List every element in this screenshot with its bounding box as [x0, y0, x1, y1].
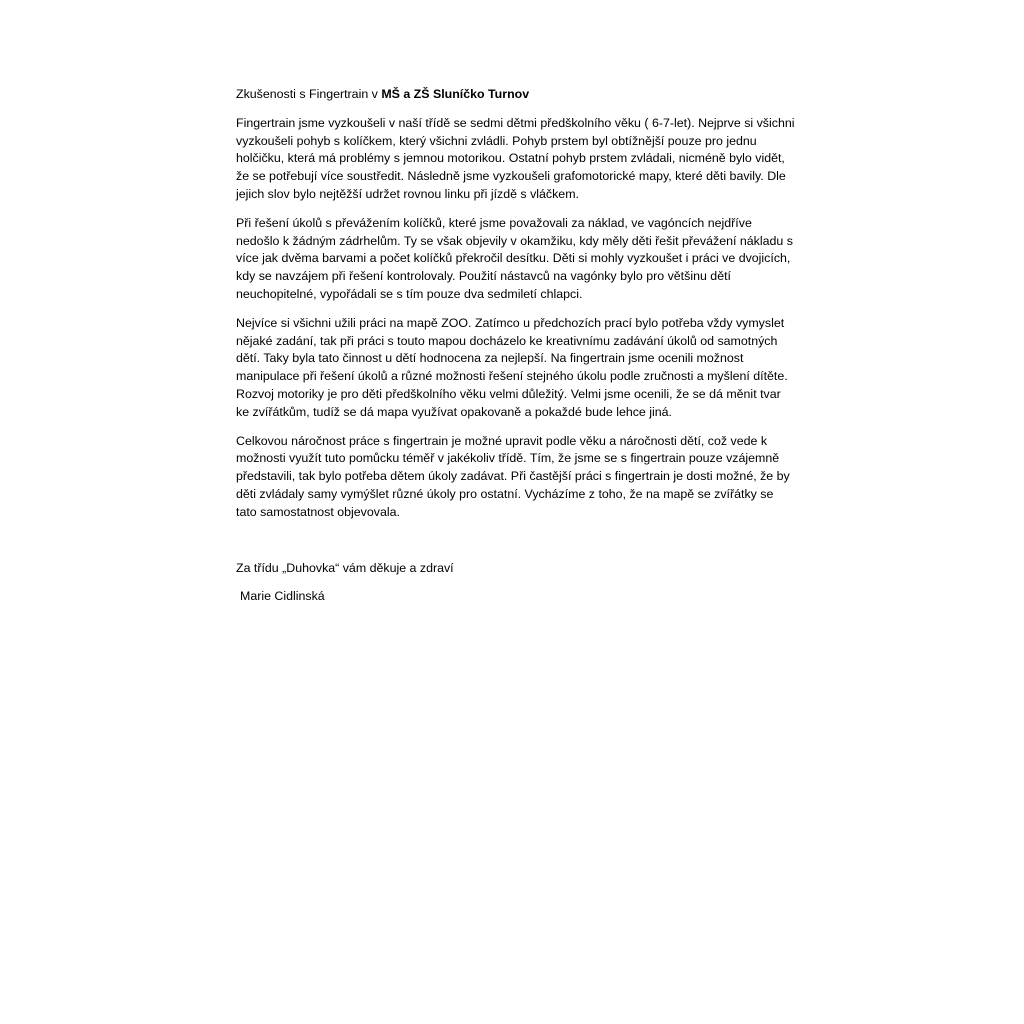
- spacer: [236, 533, 796, 560]
- paragraph-3: Nejvíce si všichni užili práci na mapě ZOO. Zatímco u předchozích prací bylo potřeba vždy vymyslet nějaké zadání, tak při práci s touto mapou docházelo ke kreativnímu zadávání úkolů od samotných dětí. Taky byla tato činnost u dětí hodnocena za nejlepší. Na fingertrain jsme ocenili možnost manipulace při řešení úkolů a různé možnosti řešení stejného úkolu podle zručnosti a myšlení dítěte. Rozvoj motoriky je pro děti předškolního věku velmi důležitý. Velmi jsme ocenili, že se dá měnit tvar ke zvířátkům, tudíž se dá mapa využívat opakovaně a pokaždé bude lehce jiná.: [236, 315, 788, 419]
- document-body: [236, 86, 796, 606]
- paragraph-4: Celkovou náročnost práce s fingertrain je možné upravit podle věku a náročnosti dětí, což vede k možnosti využít tuto pomůcku téměř v jakékoliv třídě. Tím, že jsme se s fingertrain pouze vzájemně představili, tak bylo potřeba dětem úkoly zadávat. Při častější práci s fingertrain je dosti možné, že by děti zvládaly samy vymýšlet různé úkoly pro ostatní. Vycházíme z toho, že na mapě se zvířátky se tato samostatnost objevovala.: [236, 433, 790, 519]
- signature: Marie Cidlinská: [240, 589, 325, 604]
- paragraph-2: Při řešení úkolů s převážením kolíčků, které jsme považovali za náklad, ve vagóncích nejdříve nedošlo k žádným zádrhelům. Ty se však objevily v okamžiku, kdy měly děti řešit převážení nákladu s více jak dvěma barvami a počet kolíčků překročil desítku. Děti si mohly vyzkoušet i práci ve dvojicích, kdy se navzájem při řešení kontrolovaly. Použití nástavců na vagónky bylo pro většinu dětí neuchopitelné, vypořádali se s tím pouze dva sedmiletí chlapci.: [236, 215, 793, 301]
- school-name: MŠ a ZŠ Sluníčko Turnov: [381, 87, 530, 101]
- closing-line: Za třídu „Duhovka“ vám děkuje a zdraví: [236, 560, 454, 575]
- document-title: [236, 86, 796, 104]
- title-prefix: Zkušenosti s Fingertrain v: [236, 87, 382, 101]
- paragraph-1: Fingertrain jsme vyzkoušeli v naší třídě se sedmi dětmi předškolního věku ( 6-7-let). Nejprve si všichni vyzkoušeli pohyb s kolíčkem, který všichni zvládli. Pohyb prstem byl obtížnější pouze pro jednu holčičku, která má problémy s jemnou motorikou. Ostatní pohyb prstem zvládali, nicméně bylo vidět, že se potřebují více soustředit. Následně jsme vyzkoušeli grafomotorické mapy, které děti bavily. Dle jejich slov bylo nejtěžší udržet rovnou linku při jízdě s vláčkem.: [236, 115, 795, 201]
